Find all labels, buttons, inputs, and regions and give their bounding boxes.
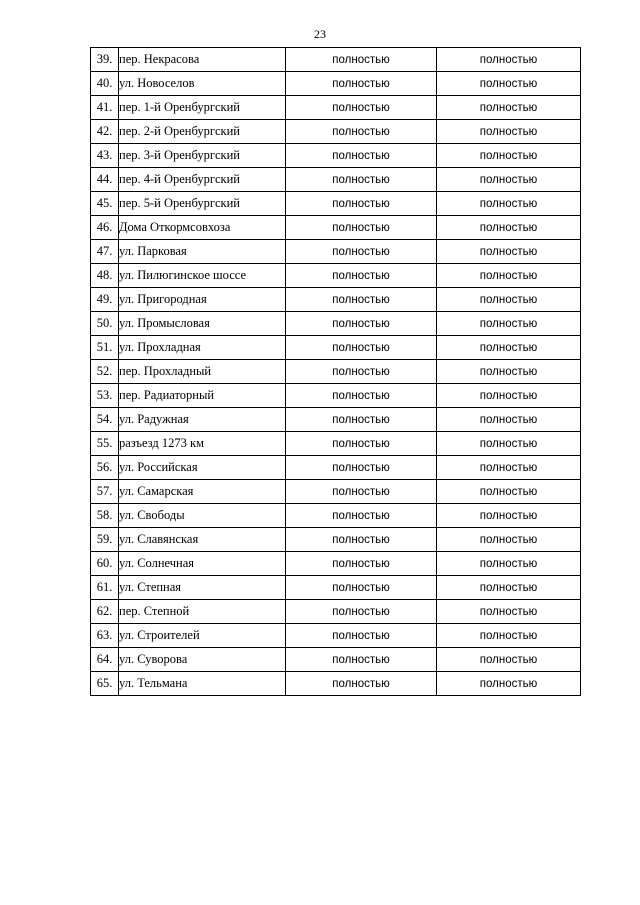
- street-name-cell: пер. 4-й Оренбургский: [119, 168, 286, 192]
- coverage-cell-a: полностью: [286, 384, 437, 408]
- street-name-cell: ул. Тельмана: [119, 672, 286, 696]
- street-name-cell: пер. Прохладный: [119, 360, 286, 384]
- coverage-cell-b: полностью: [437, 528, 581, 552]
- row-number-cell: 46.: [91, 216, 119, 240]
- row-number-cell: 63.: [91, 624, 119, 648]
- coverage-cell-a: полностью: [286, 672, 437, 696]
- table-row: [91, 384, 581, 408]
- coverage-cell-a: полностью: [286, 480, 437, 504]
- coverage-cell-b: полностью: [437, 600, 581, 624]
- coverage-cell-b: полностью: [437, 192, 581, 216]
- coverage-cell-b: полностью: [437, 288, 581, 312]
- coverage-cell-b: полностью: [437, 432, 581, 456]
- coverage-cell-b: полностью: [437, 552, 581, 576]
- coverage-cell-a: полностью: [286, 168, 437, 192]
- coverage-cell-b: полностью: [437, 648, 581, 672]
- row-number-cell: 64.: [91, 648, 119, 672]
- coverage-cell-b: полностью: [437, 96, 581, 120]
- coverage-cell-b: полностью: [437, 312, 581, 336]
- street-name-cell: пер. Степной: [119, 600, 286, 624]
- street-name-cell: пер. 2-й Оренбургский: [119, 120, 286, 144]
- coverage-cell-a: полностью: [286, 360, 437, 384]
- table-row: [91, 192, 581, 216]
- row-number-cell: 50.: [91, 312, 119, 336]
- street-name-cell: ул. Самарская: [119, 480, 286, 504]
- table-row: [91, 120, 581, 144]
- row-number-cell: 61.: [91, 576, 119, 600]
- coverage-cell-b: полностью: [437, 216, 581, 240]
- coverage-cell-b: полностью: [437, 384, 581, 408]
- street-name-cell: разъезд 1273 км: [119, 432, 286, 456]
- row-number-cell: 65.: [91, 672, 119, 696]
- street-name-cell: ул. Славянская: [119, 528, 286, 552]
- row-number-cell: 49.: [91, 288, 119, 312]
- street-name-cell: пер. Некрасова: [119, 48, 286, 72]
- row-number-cell: 47.: [91, 240, 119, 264]
- street-name-cell: ул. Парковая: [119, 240, 286, 264]
- street-name-cell: пер. 5-й Оренбургский: [119, 192, 286, 216]
- coverage-cell-a: полностью: [286, 504, 437, 528]
- table-row: [91, 576, 581, 600]
- table-row: [91, 288, 581, 312]
- table-row: [91, 552, 581, 576]
- street-name-cell: ул. Степная: [119, 576, 286, 600]
- table-row: [91, 600, 581, 624]
- street-name-cell: ул. Солнечная: [119, 552, 286, 576]
- coverage-cell-b: полностью: [437, 168, 581, 192]
- table-row: [91, 312, 581, 336]
- coverage-cell-b: полностью: [437, 576, 581, 600]
- table-row: [91, 72, 581, 96]
- street-name-cell: ул. Пилюгинское шоссе: [119, 264, 286, 288]
- table-row: [91, 48, 581, 72]
- coverage-cell-b: полностью: [437, 72, 581, 96]
- row-number-cell: 52.: [91, 360, 119, 384]
- coverage-cell-b: полностью: [437, 456, 581, 480]
- row-number-cell: 53.: [91, 384, 119, 408]
- table-row: [91, 168, 581, 192]
- coverage-cell-a: полностью: [286, 144, 437, 168]
- table-row: [91, 432, 581, 456]
- coverage-cell-a: полностью: [286, 264, 437, 288]
- table-row: [91, 336, 581, 360]
- row-number-cell: 60.: [91, 552, 119, 576]
- coverage-cell-a: полностью: [286, 648, 437, 672]
- coverage-cell-a: полностью: [286, 624, 437, 648]
- coverage-cell-a: полностью: [286, 288, 437, 312]
- row-number-cell: 39.: [91, 48, 119, 72]
- coverage-cell-a: полностью: [286, 216, 437, 240]
- coverage-cell-a: полностью: [286, 408, 437, 432]
- coverage-cell-a: полностью: [286, 96, 437, 120]
- row-number-cell: 43.: [91, 144, 119, 168]
- street-name-cell: ул. Пригородная: [119, 288, 286, 312]
- street-name-cell: пер. Радиаторный: [119, 384, 286, 408]
- table-row: [91, 264, 581, 288]
- coverage-cell-b: полностью: [437, 120, 581, 144]
- row-number-cell: 54.: [91, 408, 119, 432]
- coverage-cell-a: полностью: [286, 432, 437, 456]
- row-number-cell: 42.: [91, 120, 119, 144]
- row-number-cell: 48.: [91, 264, 119, 288]
- street-name-cell: ул. Суворова: [119, 648, 286, 672]
- coverage-cell-b: полностью: [437, 48, 581, 72]
- coverage-cell-b: полностью: [437, 240, 581, 264]
- table-body: [91, 48, 581, 696]
- coverage-cell-b: полностью: [437, 144, 581, 168]
- street-name-cell: ул. Строителей: [119, 624, 286, 648]
- coverage-cell-a: полностью: [286, 120, 437, 144]
- coverage-cell-a: полностью: [286, 600, 437, 624]
- table-row: [91, 648, 581, 672]
- row-number-cell: 41.: [91, 96, 119, 120]
- table-row: [91, 216, 581, 240]
- table-row: [91, 360, 581, 384]
- street-name-cell: Дома Откормсовхоза: [119, 216, 286, 240]
- table-row: [91, 96, 581, 120]
- table-row: [91, 504, 581, 528]
- coverage-cell-a: полностью: [286, 240, 437, 264]
- coverage-cell-b: полностью: [437, 480, 581, 504]
- coverage-cell-b: полностью: [437, 624, 581, 648]
- street-name-cell: ул. Промысловая: [119, 312, 286, 336]
- table-row: [91, 480, 581, 504]
- table-row: [91, 240, 581, 264]
- row-number-cell: 62.: [91, 600, 119, 624]
- row-number-cell: 44.: [91, 168, 119, 192]
- coverage-cell-a: полностью: [286, 192, 437, 216]
- street-name-cell: пер. 1-й Оренбургский: [119, 96, 286, 120]
- table-row: [91, 144, 581, 168]
- row-number-cell: 59.: [91, 528, 119, 552]
- coverage-cell-a: полностью: [286, 48, 437, 72]
- row-number-cell: 58.: [91, 504, 119, 528]
- coverage-cell-b: полностью: [437, 408, 581, 432]
- table-row: [91, 408, 581, 432]
- coverage-cell-a: полностью: [286, 336, 437, 360]
- coverage-cell-a: полностью: [286, 552, 437, 576]
- row-number-cell: 45.: [91, 192, 119, 216]
- table-row: [91, 672, 581, 696]
- row-number-cell: 56.: [91, 456, 119, 480]
- coverage-cell-a: полностью: [286, 576, 437, 600]
- coverage-cell-b: полностью: [437, 672, 581, 696]
- page-number: 23: [314, 27, 326, 41]
- street-name-cell: ул. Радужная: [119, 408, 286, 432]
- street-name-cell: ул. Российская: [119, 456, 286, 480]
- street-name-cell: ул. Новоселов: [119, 72, 286, 96]
- row-number-cell: 40.: [91, 72, 119, 96]
- coverage-cell-a: полностью: [286, 72, 437, 96]
- coverage-cell-b: полностью: [437, 504, 581, 528]
- coverage-cell-b: полностью: [437, 360, 581, 384]
- row-number-cell: 57.: [91, 480, 119, 504]
- table-row: [91, 624, 581, 648]
- street-name-cell: ул. Прохладная: [119, 336, 286, 360]
- streets-table: [90, 47, 581, 696]
- table-row: [91, 528, 581, 552]
- coverage-cell-a: полностью: [286, 456, 437, 480]
- coverage-cell-b: полностью: [437, 264, 581, 288]
- street-name-cell: пер. 3-й Оренбургский: [119, 144, 286, 168]
- coverage-cell-b: полностью: [437, 336, 581, 360]
- row-number-cell: 55.: [91, 432, 119, 456]
- street-name-cell: ул. Свободы: [119, 504, 286, 528]
- coverage-cell-a: полностью: [286, 528, 437, 552]
- coverage-cell-a: полностью: [286, 312, 437, 336]
- table-row: [91, 456, 581, 480]
- row-number-cell: 51.: [91, 336, 119, 360]
